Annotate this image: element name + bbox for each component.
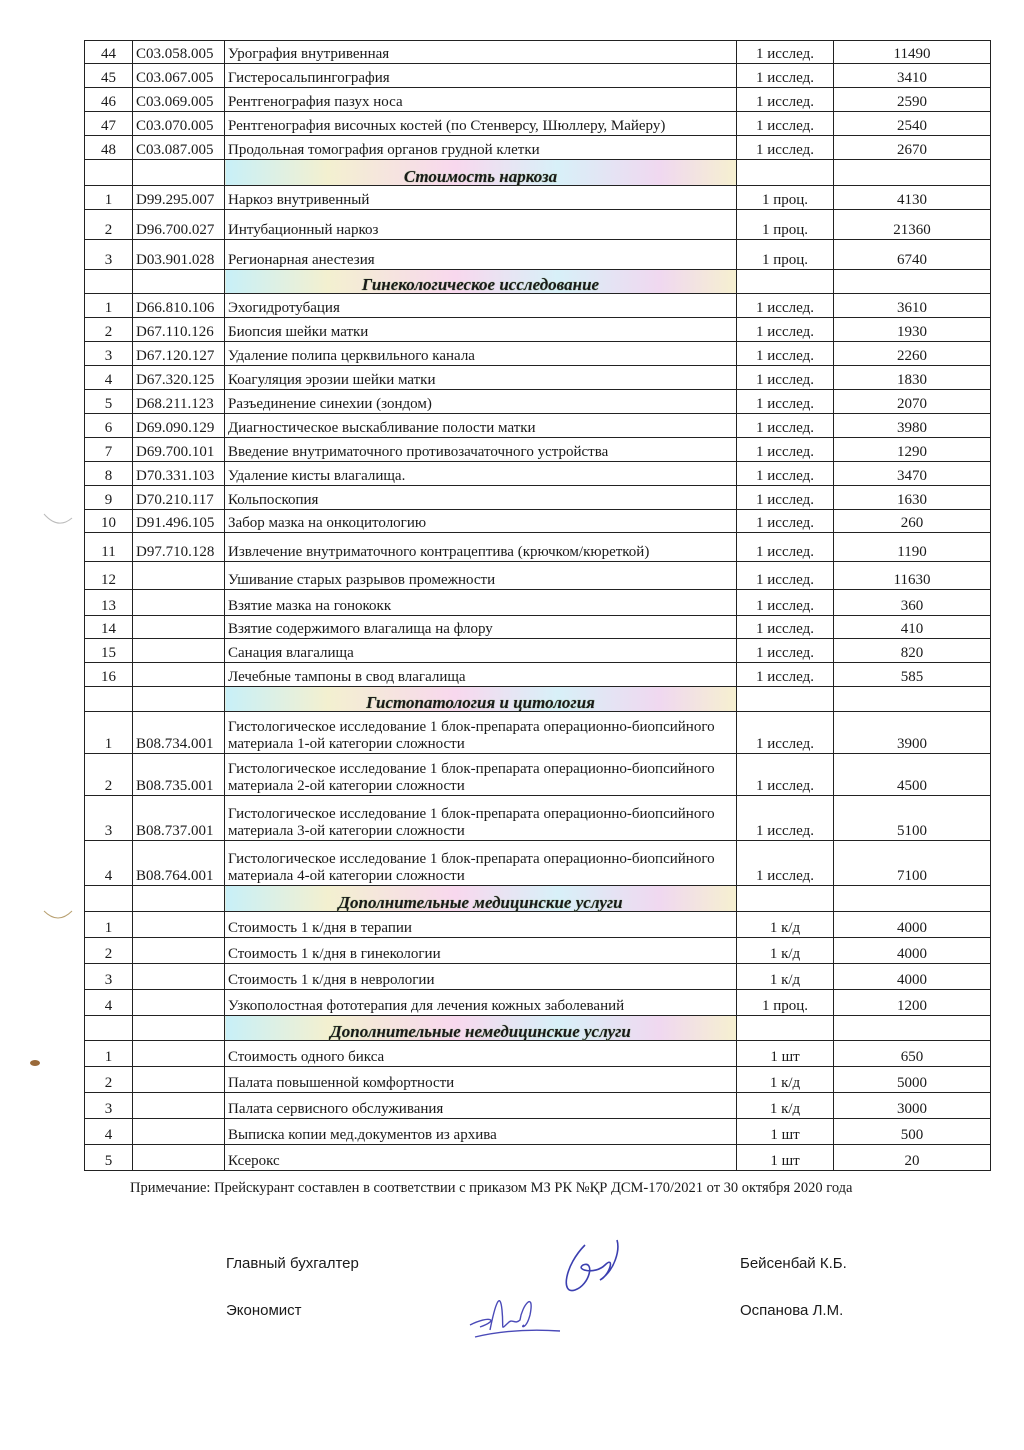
- table-row: [85, 533, 991, 562]
- row-number: 14: [85, 616, 133, 639]
- service-name: Забор мазка на онкоцитологию: [225, 510, 737, 533]
- section-code-cell: [133, 1016, 225, 1041]
- table-row: [85, 639, 991, 663]
- chief-accountant-name: Бейсенбай К.Б.: [740, 1255, 847, 1272]
- service-code: [133, 912, 225, 938]
- table-row: [85, 616, 991, 639]
- service-code: [133, 590, 225, 616]
- chief-accountant-title: Главный бухгалтер: [226, 1255, 359, 1272]
- section-code-cell: [133, 886, 225, 912]
- section-price-cell: [834, 1016, 991, 1041]
- service-code: D66.810.106: [133, 294, 225, 318]
- unit-of-measure: 1 к/д: [737, 964, 834, 990]
- service-price: 1190: [834, 533, 991, 562]
- unit-of-measure: 1 исслед.: [737, 639, 834, 663]
- table-row: [85, 912, 991, 938]
- service-name: Наркоз внутривенный: [225, 186, 737, 210]
- unit-of-measure: 1 проц.: [737, 186, 834, 210]
- row-number: 1: [85, 712, 133, 754]
- service-price: 4000: [834, 912, 991, 938]
- service-price: 260: [834, 510, 991, 533]
- price-list-body: [85, 41, 991, 1171]
- section-price-cell: [834, 687, 991, 712]
- service-price: 4000: [834, 938, 991, 964]
- service-price: 21360: [834, 210, 991, 240]
- row-number: 3: [85, 964, 133, 990]
- unit-of-measure: 1 исслед.: [737, 112, 834, 136]
- row-number: 4: [85, 1119, 133, 1145]
- service-name: Стоимость 1 к/дня в гинекологии: [225, 938, 737, 964]
- service-name: Взятие мазка на гонококк: [225, 590, 737, 616]
- service-name: Введение внутриматочного противозачаточного устройства: [225, 438, 737, 462]
- unit-of-measure: 1 исслед.: [737, 342, 834, 366]
- service-name: Удаление кисты влагалища.: [225, 462, 737, 486]
- table-row: [85, 414, 991, 438]
- service-name: Гистологическое исследование 1 блок-препарата операционно-биопсийного материала 3-ой категории сложности: [225, 796, 737, 841]
- table-row: [85, 841, 991, 886]
- row-number: 2: [85, 210, 133, 240]
- row-number: 44: [85, 41, 133, 64]
- service-price: 2260: [834, 342, 991, 366]
- unit-of-measure: 1 исслед.: [737, 462, 834, 486]
- unit-of-measure: 1 исслед.: [737, 533, 834, 562]
- row-number: 2: [85, 1067, 133, 1093]
- service-code: D67.320.125: [133, 366, 225, 390]
- service-name: Коагуляция эрозии шейки матки: [225, 366, 737, 390]
- service-code: D97.710.128: [133, 533, 225, 562]
- service-price: 1290: [834, 438, 991, 462]
- note: [130, 1180, 852, 1197]
- service-name: Гистологическое исследование 1 блок-препарата операционно-биопсийного материала 4-ой категории сложности: [225, 841, 737, 886]
- service-code: D69.090.129: [133, 414, 225, 438]
- table-row: [85, 210, 991, 240]
- section-price-cell: [834, 270, 991, 294]
- unit-of-measure: 1 к/д: [737, 938, 834, 964]
- service-name: Стоимость одного бикса: [225, 1041, 737, 1067]
- table-row: [85, 186, 991, 210]
- unit-of-measure: 1 исслед.: [737, 562, 834, 590]
- service-code: C03.087.005: [133, 136, 225, 160]
- table-row: [85, 486, 991, 510]
- table-row: [85, 1145, 991, 1171]
- table-row: [85, 990, 991, 1016]
- row-number: 2: [85, 318, 133, 342]
- unit-of-measure: 1 проц.: [737, 210, 834, 240]
- service-name: Рентгенография височных костей (по Стенверсу, Шюллеру, Майеру): [225, 112, 737, 136]
- row-number: 9: [85, 486, 133, 510]
- unit-of-measure: 1 исслед.: [737, 754, 834, 796]
- table-row: [85, 938, 991, 964]
- table-row: [85, 1041, 991, 1067]
- service-name: Разъединение синехии (зондом): [225, 390, 737, 414]
- row-number: 2: [85, 938, 133, 964]
- service-name: Ксерокс: [225, 1145, 737, 1171]
- service-price: 3900: [834, 712, 991, 754]
- row-number: 5: [85, 390, 133, 414]
- section-title: [225, 687, 737, 712]
- section-num-cell: [85, 160, 133, 186]
- service-name: Извлечение внутриматочного контрацептива (крючком/кюреткой): [225, 533, 737, 562]
- service-code: [133, 1119, 225, 1145]
- section-title-text: Дополнительные немедицинские услуги: [330, 1022, 631, 1041]
- row-number: 3: [85, 796, 133, 841]
- service-price: 4130: [834, 186, 991, 210]
- service-name: Рентгенография пазух носа: [225, 88, 737, 112]
- section-num-cell: [85, 270, 133, 294]
- table-row: [85, 88, 991, 112]
- row-number: 2: [85, 754, 133, 796]
- service-code: B08.735.001: [133, 754, 225, 796]
- service-code: D70.210.117: [133, 486, 225, 510]
- row-number: 3: [85, 342, 133, 366]
- service-code: [133, 964, 225, 990]
- service-name: Стоимость 1 к/дня в терапии: [225, 912, 737, 938]
- punch-hole-mark: [40, 905, 76, 925]
- section-num-cell: [85, 1016, 133, 1041]
- service-name: Удаление полипа церквильного канала: [225, 342, 737, 366]
- service-code: D96.700.027: [133, 210, 225, 240]
- service-name: Гистологическое исследование 1 блок-препарата операционно-биопсийного материала 1-ой категории сложности: [225, 712, 737, 754]
- service-code: B08.737.001: [133, 796, 225, 841]
- section-price-cell: [834, 160, 991, 186]
- service-code: D91.496.105: [133, 510, 225, 533]
- section-num-cell: [85, 886, 133, 912]
- table-row: [85, 663, 991, 687]
- service-price: 3410: [834, 64, 991, 88]
- service-price: 2590: [834, 88, 991, 112]
- section-code-cell: [133, 160, 225, 186]
- unit-of-measure: 1 шт: [737, 1041, 834, 1067]
- price-list-table: [84, 40, 991, 1171]
- service-price: 1630: [834, 486, 991, 510]
- unit-of-measure: 1 шт: [737, 1145, 834, 1171]
- table-row: [85, 1119, 991, 1145]
- section-unit-cell: [737, 1016, 834, 1041]
- stain-mark: [28, 1058, 42, 1068]
- service-price: 3000: [834, 1093, 991, 1119]
- table-row: [85, 438, 991, 462]
- service-name: Биопсия шейки матки: [225, 318, 737, 342]
- section-header-row: [85, 270, 991, 294]
- service-code: D69.700.101: [133, 438, 225, 462]
- service-name: Узкополостная фототерапия для лечения кожных заболеваний: [225, 990, 737, 1016]
- economist-name: Оспанова Л.М.: [740, 1302, 844, 1319]
- unit-of-measure: 1 к/д: [737, 912, 834, 938]
- unit-of-measure: 1 исслед.: [737, 88, 834, 112]
- table-row: [85, 712, 991, 754]
- unit-of-measure: 1 исслед.: [737, 510, 834, 533]
- unit-of-measure: 1 проц.: [737, 240, 834, 270]
- service-price: 7100: [834, 841, 991, 886]
- service-code: B08.734.001: [133, 712, 225, 754]
- service-code: D68.211.123: [133, 390, 225, 414]
- service-price: 6740: [834, 240, 991, 270]
- row-number: 12: [85, 562, 133, 590]
- unit-of-measure: 1 исслед.: [737, 663, 834, 687]
- service-price: 11630: [834, 562, 991, 590]
- service-code: [133, 616, 225, 639]
- service-name: Продольная томография органов грудной клетки: [225, 136, 737, 160]
- service-code: [133, 990, 225, 1016]
- service-code: [133, 639, 225, 663]
- section-unit-cell: [737, 687, 834, 712]
- service-price: 585: [834, 663, 991, 687]
- table-row: [85, 510, 991, 533]
- row-number: 1: [85, 294, 133, 318]
- service-price: 20: [834, 1145, 991, 1171]
- table-row: [85, 318, 991, 342]
- service-name: Регионарная анестезия: [225, 240, 737, 270]
- service-name: Взятие содержимого влагалища на флору: [225, 616, 737, 639]
- note-text: Прейскурант составлен в соответствии с приказом МЗ РК №ҚР ДСМ-170/2021 от 30 октября 2020 года: [214, 1180, 853, 1196]
- service-name: Интубационный наркоз: [225, 210, 737, 240]
- service-price: 3470: [834, 462, 991, 486]
- table-row: [85, 796, 991, 841]
- unit-of-measure: 1 исслед.: [737, 366, 834, 390]
- service-code: [133, 1093, 225, 1119]
- table-row: [85, 1067, 991, 1093]
- unit-of-measure: 1 исслед.: [737, 318, 834, 342]
- row-number: 1: [85, 912, 133, 938]
- table-row: [85, 41, 991, 64]
- service-code: D99.295.007: [133, 186, 225, 210]
- unit-of-measure: 1 исслед.: [737, 136, 834, 160]
- row-number: 48: [85, 136, 133, 160]
- service-code: [133, 663, 225, 687]
- section-code-cell: [133, 270, 225, 294]
- service-name: Кольпоскопия: [225, 486, 737, 510]
- economist-signature: [460, 1285, 570, 1345]
- service-name: Гистеросальпингография: [225, 64, 737, 88]
- table-row: [85, 390, 991, 414]
- table-row: [85, 964, 991, 990]
- table-row: [85, 64, 991, 88]
- unit-of-measure: 1 исслед.: [737, 486, 834, 510]
- table-row: [85, 754, 991, 796]
- row-number: 4: [85, 990, 133, 1016]
- row-number: 3: [85, 240, 133, 270]
- table-row: [85, 1093, 991, 1119]
- economist-title: Экономист: [226, 1302, 302, 1319]
- service-name: Эхогидротубация: [225, 294, 737, 318]
- unit-of-measure: 1 исслед.: [737, 390, 834, 414]
- section-code-cell: [133, 687, 225, 712]
- service-code: [133, 1067, 225, 1093]
- service-name: Лечебные тампоны в свод влагалища: [225, 663, 737, 687]
- service-price: 4500: [834, 754, 991, 796]
- service-code: D67.120.127: [133, 342, 225, 366]
- section-title: [225, 160, 737, 186]
- service-name: Палата сервисного обслуживания: [225, 1093, 737, 1119]
- table-row: [85, 294, 991, 318]
- service-price: 1830: [834, 366, 991, 390]
- unit-of-measure: 1 исслед.: [737, 590, 834, 616]
- table-row: [85, 112, 991, 136]
- service-name: Выписка копии мед.документов из архива: [225, 1119, 737, 1145]
- unit-of-measure: 1 исслед.: [737, 41, 834, 64]
- unit-of-measure: 1 исслед.: [737, 841, 834, 886]
- service-price: 4000: [834, 964, 991, 990]
- row-number: 1: [85, 186, 133, 210]
- unit-of-measure: 1 к/д: [737, 1093, 834, 1119]
- row-number: 4: [85, 366, 133, 390]
- section-title: [225, 270, 737, 294]
- unit-of-measure: 1 исслед.: [737, 712, 834, 754]
- section-header-row: [85, 1016, 991, 1041]
- service-code: D70.331.103: [133, 462, 225, 486]
- service-code: C03.058.005: [133, 41, 225, 64]
- row-number: 15: [85, 639, 133, 663]
- service-price: 3980: [834, 414, 991, 438]
- service-code: C03.067.005: [133, 64, 225, 88]
- row-number: 46: [85, 88, 133, 112]
- service-name: Стоимость 1 к/дня в неврологии: [225, 964, 737, 990]
- service-code: C03.070.005: [133, 112, 225, 136]
- unit-of-measure: 1 исслед.: [737, 438, 834, 462]
- table-row: [85, 366, 991, 390]
- section-title-text: Дополнительные медицинские услуги: [338, 893, 623, 912]
- table-row: [85, 590, 991, 616]
- row-number: 10: [85, 510, 133, 533]
- service-name: Гистологическое исследование 1 блок-препарата операционно-биопсийного материала 2-ой категории сложности: [225, 754, 737, 796]
- service-code: D03.901.028: [133, 240, 225, 270]
- unit-of-measure: 1 шт: [737, 1119, 834, 1145]
- service-price: 410: [834, 616, 991, 639]
- section-price-cell: [834, 886, 991, 912]
- table-row: [85, 562, 991, 590]
- service-price: 1200: [834, 990, 991, 1016]
- section-header-row: [85, 687, 991, 712]
- table-row: [85, 240, 991, 270]
- service-name: Ушивание старых разрывов промежности: [225, 562, 737, 590]
- service-code: B08.764.001: [133, 841, 225, 886]
- unit-of-measure: 1 исслед.: [737, 64, 834, 88]
- service-code: C03.069.005: [133, 88, 225, 112]
- table-row: [85, 462, 991, 486]
- row-number: 6: [85, 414, 133, 438]
- service-price: 500: [834, 1119, 991, 1145]
- service-name: Палата повышенной комфортности: [225, 1067, 737, 1093]
- section-title-text: Гистопатология и цитология: [366, 693, 595, 712]
- section-title: [225, 886, 737, 912]
- service-code: D67.110.126: [133, 318, 225, 342]
- table-row: [85, 342, 991, 366]
- service-code: [133, 938, 225, 964]
- row-number: 1: [85, 1041, 133, 1067]
- service-name: Диагностическое выскабливание полости матки: [225, 414, 737, 438]
- table-row: [85, 136, 991, 160]
- row-number: 11: [85, 533, 133, 562]
- unit-of-measure: 1 к/д: [737, 1067, 834, 1093]
- service-price: 2070: [834, 390, 991, 414]
- service-price: 2540: [834, 112, 991, 136]
- unit-of-measure: 1 исслед.: [737, 616, 834, 639]
- service-price: 360: [834, 590, 991, 616]
- unit-of-measure: 1 исслед.: [737, 294, 834, 318]
- row-number: 47: [85, 112, 133, 136]
- section-num-cell: [85, 687, 133, 712]
- row-number: 5: [85, 1145, 133, 1171]
- service-code: [133, 562, 225, 590]
- row-number: 4: [85, 841, 133, 886]
- section-title-text: Стоимость наркоза: [403, 167, 558, 186]
- service-name: Санация влагалища: [225, 639, 737, 663]
- service-price: 820: [834, 639, 991, 663]
- row-number: 3: [85, 1093, 133, 1119]
- section-title-text: Гинекологическое исследование: [361, 275, 600, 294]
- section-header-row: [85, 886, 991, 912]
- unit-of-measure: 1 исслед.: [737, 796, 834, 841]
- note-label: Примечание:: [130, 1180, 211, 1196]
- service-price: 650: [834, 1041, 991, 1067]
- row-number: 45: [85, 64, 133, 88]
- section-unit-cell: [737, 886, 834, 912]
- service-name: Урография внутривенная: [225, 41, 737, 64]
- punch-hole-mark: [40, 510, 76, 530]
- unit-of-measure: 1 проц.: [737, 990, 834, 1016]
- unit-of-measure: 1 исслед.: [737, 414, 834, 438]
- section-unit-cell: [737, 270, 834, 294]
- service-code: [133, 1145, 225, 1171]
- row-number: 7: [85, 438, 133, 462]
- service-price: 11490: [834, 41, 991, 64]
- section-unit-cell: [737, 160, 834, 186]
- row-number: 8: [85, 462, 133, 486]
- section-header-row: [85, 160, 991, 186]
- service-price: 3610: [834, 294, 991, 318]
- service-price: 1930: [834, 318, 991, 342]
- service-price: 2670: [834, 136, 991, 160]
- service-code: [133, 1041, 225, 1067]
- service-price: 5000: [834, 1067, 991, 1093]
- row-number: 16: [85, 663, 133, 687]
- service-price: 5100: [834, 796, 991, 841]
- section-title: [225, 1016, 737, 1041]
- row-number: 13: [85, 590, 133, 616]
